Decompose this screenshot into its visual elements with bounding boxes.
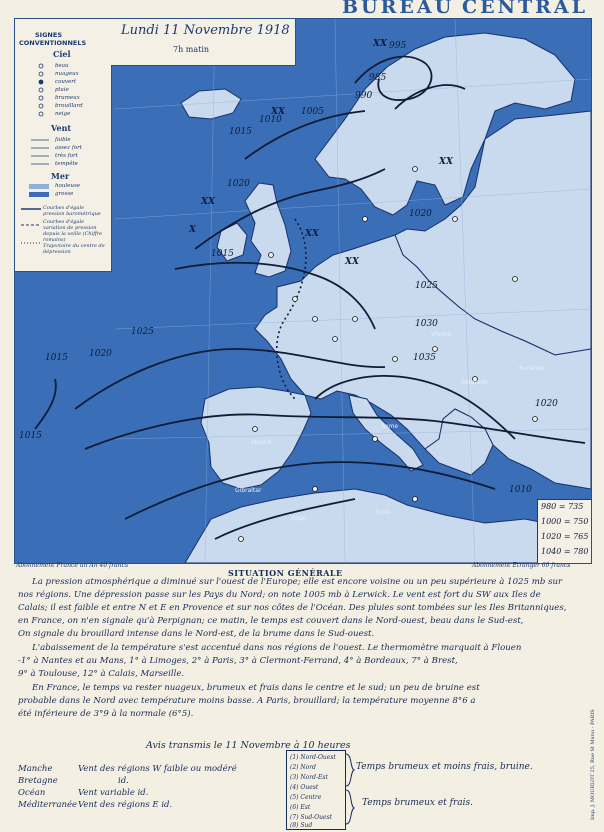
isobar-label: 1020 [227, 179, 250, 189]
situation-line: Calais; il est faible et entre N et E en Provence et sur nos côtes de l'Océan. Des pluies sont tombées sur les Iles Britanniques, [18, 603, 567, 613]
isobar-label: 1010 [259, 115, 282, 125]
situation-line: probable dans le Nord avec température moins basse. A Paris, brouillard; la température moyenne 8°6 a [18, 696, 476, 706]
situation-line: été inférieure de 3°9 à la normale (6°5). [18, 709, 194, 719]
legend-ciel-item: brouillard [55, 103, 83, 109]
isobar-label: 1025 [415, 281, 438, 291]
legend-wind-symbols [29, 137, 53, 167]
place-label: Alger [291, 515, 307, 522]
place-label: Vienne [431, 331, 452, 338]
situation-line: en France, on n'en signale qu'à Perpignan; ce matin, le temps est couvert dans le Nord-ouest, beau dans le Sud-est, [18, 616, 524, 626]
header-word-central: CENTRAL [462, 0, 589, 18]
isobar-label: 1025 [131, 327, 154, 337]
legend-ciel-item: couvert [55, 79, 77, 85]
map-date-title: Lundi 11 Novembre 1918 [121, 23, 290, 38]
map-hour: 7h matin [173, 45, 210, 54]
legend-vent-item: tempête [55, 161, 78, 167]
legend-ciel-item: brumeux [55, 95, 80, 101]
wind-mark: XX [305, 229, 319, 239]
legend-note-variation: Courbes d'égale variation de pression depuis la veille (Chiffre romains) [43, 219, 103, 243]
legend-mer-item: grosse [55, 191, 74, 197]
legend-ciel-item: neige [55, 111, 71, 117]
region-text: Vent variable id. [78, 788, 149, 798]
place-label: Gibraltar [235, 487, 262, 494]
bulletin-item: (8) Sud [290, 822, 313, 829]
bulletin-header [330, 0, 604, 18]
table-row: 1000 = 750 [541, 517, 589, 526]
legend-sky-symbols [33, 63, 53, 119]
place-label: Tunis [375, 509, 391, 516]
isobar-label: 1030 [415, 319, 438, 329]
isobar-label: 985 [369, 73, 387, 83]
forecast-text: Temps brumeux et moins frais, bruine. [356, 762, 533, 772]
situation-title: SITUATION GÉNÉRALE [228, 568, 343, 578]
isobar-label: 1015 [211, 249, 234, 259]
pressure-conversion-table [537, 499, 592, 564]
legend-mer-heading: Mer [51, 171, 70, 181]
region-text: Vent des régions E id. [78, 800, 173, 810]
isobar-label: 1015 [19, 431, 42, 441]
isobar-label: 1005 [301, 107, 324, 117]
legend-vent-item: assez fort [55, 145, 83, 151]
wind-mark: XX [345, 257, 359, 267]
table-row: 980 = 735 [541, 502, 584, 511]
table-row: 1040 = 780 [541, 547, 589, 556]
weather-map [14, 18, 592, 564]
isobar-label: 990 [355, 91, 373, 101]
subscription-france: Abonnement France un An 40 francs [16, 562, 129, 569]
situation-line: L'abaissement de la température s'est accentué dans nos régions de l'ouest. Le thermomètre marquait à Flouen [32, 643, 522, 653]
region-name: Océan [18, 788, 46, 798]
situation-line: 9° à Toulouse, 12° à Calais, Marseille. [18, 669, 185, 679]
legend-ciel-item: nuageux [55, 71, 79, 77]
legend-vent-item: très fort [55, 153, 78, 159]
bulletin-item: (2) Nord [290, 764, 316, 771]
header-word-bureau: BUREAU [342, 0, 455, 18]
wind-mark: XX [439, 157, 453, 167]
isobar-label: 1020 [89, 349, 112, 359]
region-name: Manche [18, 764, 53, 774]
wind-mark: XX [373, 39, 387, 49]
bulletin-item: (7) Sud-Ouest [290, 814, 333, 821]
isobar-label: 1035 [413, 353, 436, 363]
place-label: Rome [381, 423, 399, 430]
situation-line: En France, le temps va rester nuageux, brumeux et frais dans le centre et le sud; un peu de bruine est [32, 683, 480, 693]
legend-note-isobars: Courbes d'égale pression barométrique [43, 205, 101, 217]
place-label: Belgrade [461, 379, 488, 386]
land-iceland [181, 89, 241, 119]
subscription-abroad: Abonnement Etranger 60 francs [472, 562, 571, 569]
wind-mark: XX [201, 197, 215, 207]
legend-title-1: SIGNES [35, 31, 62, 39]
region-text: Vent des régions W faible ou modéré [78, 764, 237, 774]
situation-text-block [18, 568, 594, 830]
legend-ciel-heading: Ciel [53, 49, 71, 59]
legend-panel [15, 19, 112, 272]
place-label: Bucarest [519, 365, 546, 372]
isobar-label: 1015 [45, 353, 68, 363]
printer-imprint: Imp. J. MOURLOT 25, Rue St Manu - PARIS [590, 709, 596, 820]
legend-note-trajectory: Trajectoire du centre de dépression [43, 243, 105, 255]
region-text: id. [118, 776, 129, 786]
legend-line-symbols [19, 205, 43, 251]
bulletin-item: (5) Centre [290, 794, 322, 801]
isobar-label: 1020 [409, 209, 432, 219]
legend-mer-item: houleuse [55, 183, 81, 189]
legend-title-2: CONVENTIONNELS [19, 39, 87, 47]
bulletin-item: (3) Nord-Est [290, 774, 328, 781]
isobar-label: 1015 [229, 127, 252, 137]
legend-ciel-item: beau [55, 63, 69, 69]
wind-mark: XX [271, 107, 285, 117]
legend-vent-heading: Vent [51, 123, 72, 133]
bulletin-item: (6) Est [290, 804, 311, 811]
bulletin-item: (1) Nord-Ouest [290, 754, 336, 761]
bulletin-item: (4) Ouest [290, 784, 319, 791]
region-name: Bretagne [18, 776, 58, 786]
situation-line: -1° à Nantes et au Mans, 1° à Limoges, 2° à Paris, 3° à Clermont-Ferrand, 4° à Bordeaux, 7° à Brest, [18, 656, 458, 666]
isobar-label: 1020 [535, 399, 558, 409]
legend-sea-symbols [27, 183, 53, 199]
situation-line: nos régions. Une dépression passe sur les Pays du Nord; on note 1005 mb à Lerwick. Le vent est fort du SW aux Iles de [18, 590, 541, 600]
wind-mark: X [189, 225, 196, 235]
region-name: Méditerranée [18, 800, 78, 810]
situation-line: On signale du brouillard intense dans le Nord-est, de la brume dans le Sud-ouest. [18, 629, 375, 639]
situation-line: La pression atmosphérique a diminué sur l'ouest de l'Europe; elle est encore voisine ou un peu supérieure à 1025 mb sur [32, 577, 563, 587]
forecast-text: Temps brumeux et frais. [362, 798, 474, 808]
isobar-label: 1010 [509, 485, 532, 495]
avis-heading: Avis transmis le 11 Novembre à 10 heures [146, 740, 351, 751]
land-iberia [201, 387, 311, 489]
map-title-box [111, 19, 296, 66]
table-row: 1020 = 765 [541, 532, 589, 541]
legend-vent-item: faible [55, 137, 71, 143]
legend-ciel-item: pluie [55, 87, 69, 93]
isobar-label: 995 [389, 41, 407, 51]
place-label: Madrid [251, 439, 272, 446]
